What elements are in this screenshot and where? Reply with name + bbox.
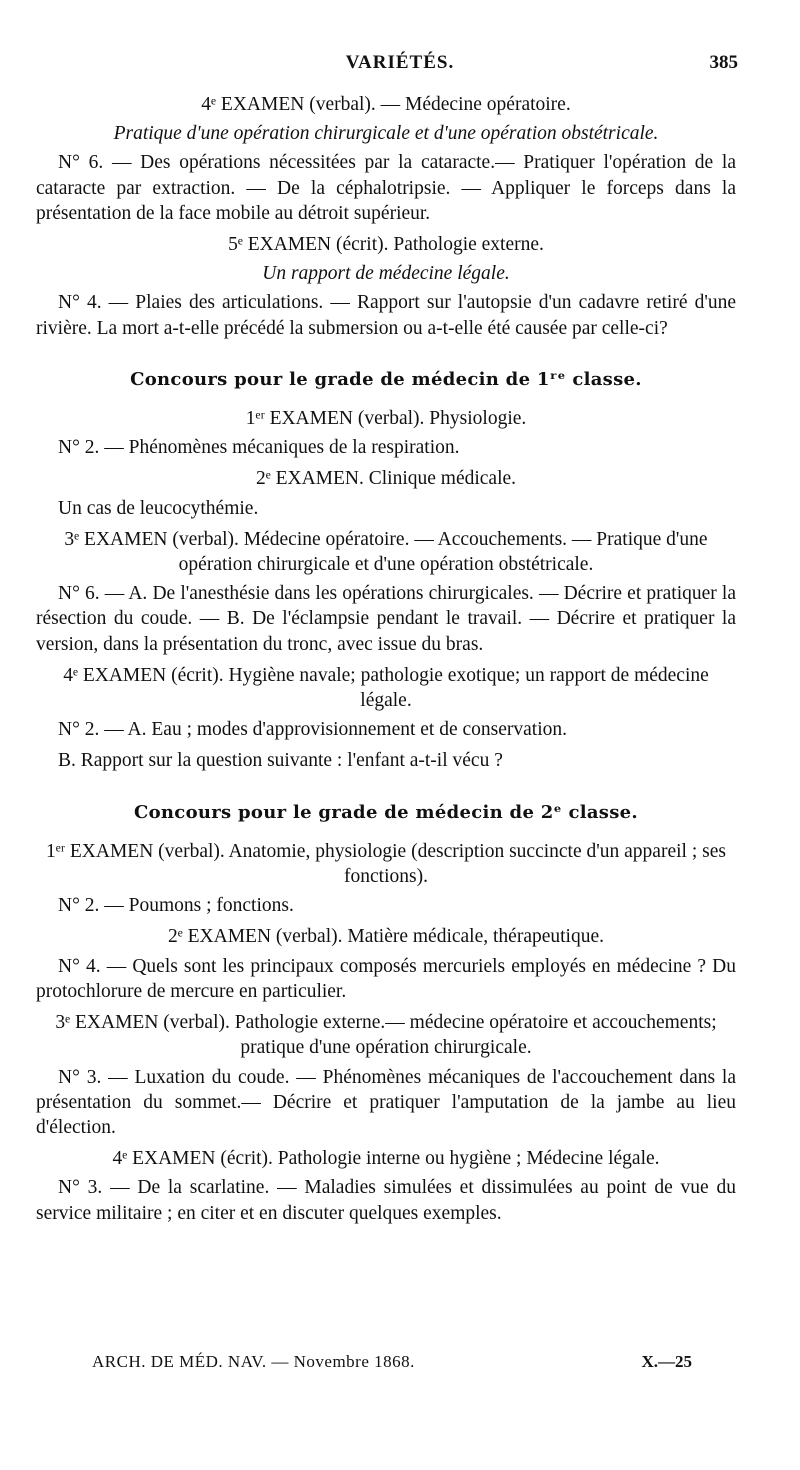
exam-question: N° 6. — A. De l'anesthésie dans les opérations chirurgicales. — Décrire et pratiquer la résection du coude. — B. De l'éclampsie pendant le travail. — Décrire et pratiquer la version, dans la présentation du tronc, avec issue du bras.	[36, 583, 736, 655]
section-title-second-class: Concours pour le grade de médecin de 2ᵉ classe.	[133, 801, 638, 823]
exam-question: N° 3. — Luxation du coude. — Phénomènes mécaniques de l'accouchement dans la présentation du sommet.— Décrire et pratiquer l'amputation de la jambe au lieu d'élection.	[36, 1066, 736, 1138]
exam-heading: 4ᵉ EXAMEN (écrit). Pathologie interne ou hygiène ; Médecine légale.	[112, 1148, 660, 1170]
exam-heading: 4ᵉ EXAMEN (verbal). — Médecine opératoire.	[201, 94, 571, 115]
page-number: 385	[709, 52, 738, 73]
exam-heading: 2ᵉ EXAMEN (verbal). Matière médicale, thérapeutique.	[168, 926, 604, 948]
page-body	[36, 92, 736, 1232]
exam-heading: 4ᵉ EXAMEN (écrit). Hygiène navale; pathologie exotique; un rapport de médecine légale.	[63, 664, 709, 712]
exam-heading: 1ᵉʳ EXAMEN (verbal). Anatomie, physiologie (description succincte d'un appareil ; ses fonctions).	[46, 840, 726, 888]
exam-question: Un cas de leucocythémie.	[58, 497, 259, 519]
exam-question: N° 2. — A. Eau ; modes d'approvisionnement et de conservation.	[58, 719, 567, 741]
exam-question: N° 2. — Poumons ; fonctions.	[58, 895, 294, 917]
exam-question: N° 2. — Phénomènes mécaniques de la respiration.	[58, 437, 460, 459]
footer-journal-reference: ARCH. DE MÉD. NAV. — Novembre 1868.	[92, 1352, 415, 1371]
exam-heading: 3ᵉ EXAMEN (verbal). Médecine opératoire. — Accouchements. — Pratique d'une opération chirurgicale et d'une opération obstétricale.	[64, 528, 708, 576]
exam-question: N° 4. — Plaies des articulations. — Rapport sur l'autopsie d'un cadavre retiré d'une rivière. La mort a-t-elle précédé la submersion ou a-t-elle été causée par celle-ci?	[36, 292, 736, 339]
running-title: VARIÉTÉS.	[345, 52, 455, 73]
exam-heading: 1ᵉʳ EXAMEN (verbal). Physiologie.	[245, 408, 527, 430]
exam-heading: 3ᵉ EXAMEN (verbal). Pathologie externe.— médecine opératoire et accouchements; pratique d'une opération chirurgicale.	[55, 1012, 717, 1059]
exam-question: N° 3. — De la scarlatine. — Maladies simulées et dissimulées au point de vue du service militaire ; en citer et en discuter quelques exemples.	[36, 1177, 736, 1224]
exam-question: B. Rapport sur la question suivante : l'enfant a-t-il vécu ?	[58, 750, 503, 772]
footer-signature-mark: X.—25	[641, 1352, 692, 1371]
exam-subheading: Un rapport de médecine légale.	[262, 263, 510, 285]
page-header	[0, 52, 800, 82]
exam-question: N° 4. — Quels sont les principaux composés mercuriels employés en médecine ? Du protochlorure de mercure en particulier.	[36, 955, 736, 1002]
exam-question: N° 6. — Des opérations nécessitées par la cataracte.— Pratiquer l'opération de la cataracte par extraction. — De la céphalotripsie. — Appliquer le forceps dans la présentation de la face mobile au détroit supérieur.	[36, 152, 736, 224]
exam-heading: 2ᵉ EXAMEN. Clinique médicale.	[255, 468, 517, 490]
page-footer	[92, 1352, 692, 1378]
section-title-first-class: Concours pour le grade de médecin de 1ʳᵉ classe.	[130, 368, 642, 390]
exam-heading: 5ᵉ EXAMEN (écrit). Pathologie externe.	[228, 234, 544, 256]
exam-subheading: Pratique d'une opération chirurgicale et d'une opération obstétricale.	[113, 123, 659, 145]
